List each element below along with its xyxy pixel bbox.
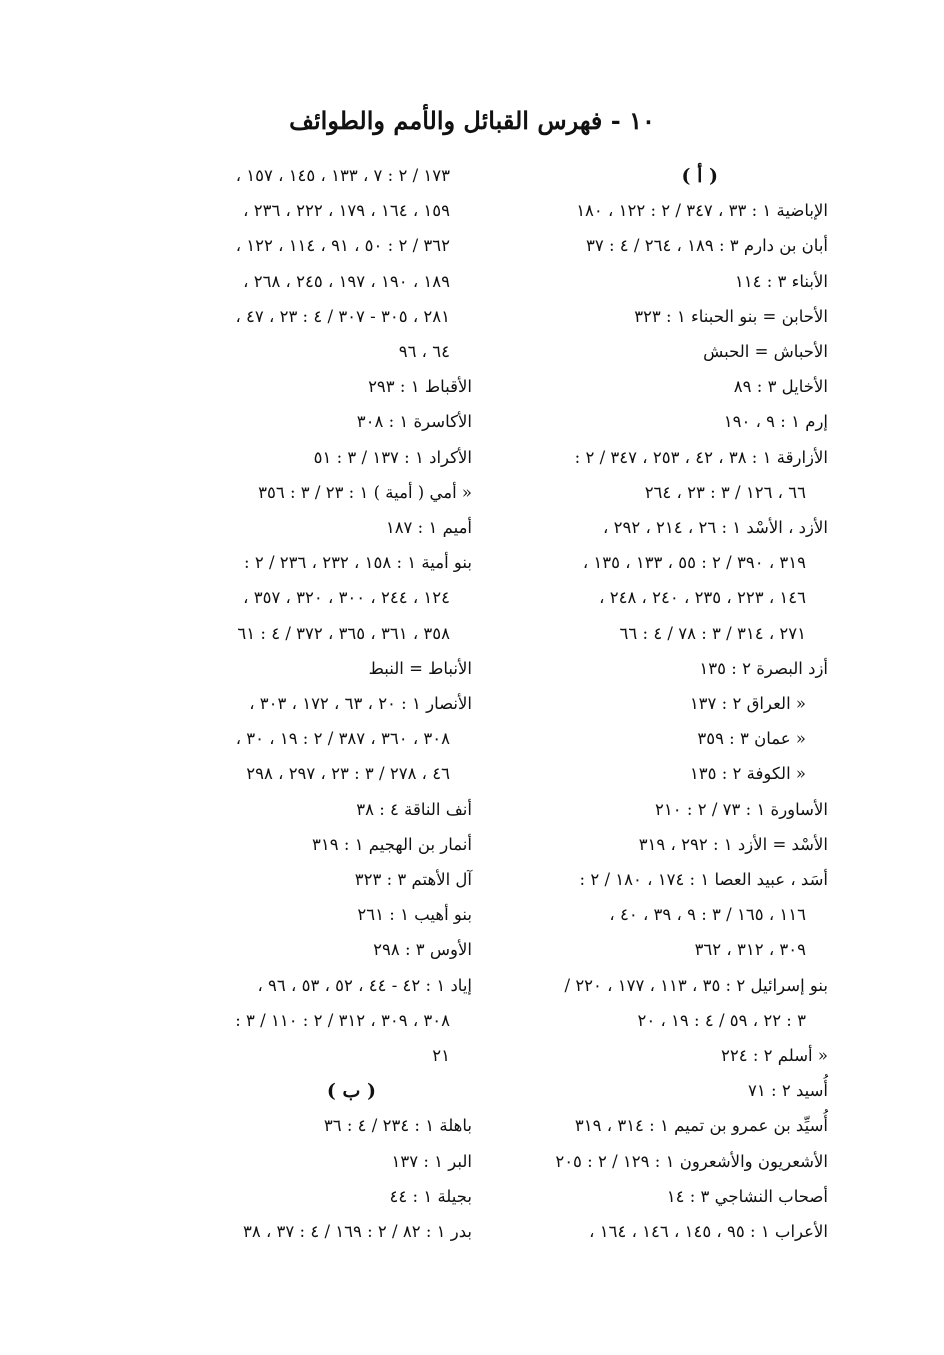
- index-entry: ٢١: [432, 1046, 450, 1065]
- index-entry: الأعراب ١ : ٩٥ ، ١٤٥ ، ١٤٦ ، ١٦٤ ،: [589, 1222, 828, 1241]
- index-entry: أُسيِّد بن عمرو بن تميم ١ : ٣١٤ ، ٣١٩: [574, 1116, 828, 1136]
- index-entry: ٣٠٨ ، ٣٠٩ ، ٣١٢ / ٢ : ١١٠ / ٣ :: [235, 1010, 450, 1030]
- index-entry: ٣٥٨ ، ٣٦١ ، ٣٦٥ ، ٣٧٢ / ٤ : ٦١: [237, 623, 450, 643]
- index-entry: بدر ١ : ٨٢ / ٢ : ١٦٩ / ٤ : ٣٧ ، ٣٨: [242, 1222, 472, 1241]
- index-entry: الأوس ٣ : ٢٩٨: [373, 940, 472, 960]
- index-entry: « الكوفة ٢ : ١٣٥: [689, 764, 806, 784]
- index-entry: « عمان ٣ : ٣٥٩: [697, 729, 806, 749]
- index-entry: ١٤٦ ، ٢٢٣ ، ٢٣٥ ، ٢٤٠ ، ٢٤٨ ،: [599, 588, 806, 608]
- index-entry: ٣٠٩ ، ٣١٢ ، ٣٦٢: [694, 940, 806, 960]
- index-entry: « العراق ٢ : ١٣٧: [689, 694, 806, 713]
- index-entry: أبان بن دارم ٣ : ١٨٩ ، ٢٦٤ / ٤ : ٣٧: [585, 236, 828, 256]
- section-letter-heading: ( ب ): [326, 1080, 376, 1103]
- index-entry: بنو إسرائيل ٢ : ٣٥ ، ١١٣ ، ١٧٧ ، ٢٢٠ /: [564, 975, 828, 995]
- index-entry: أنف الناقة ٤ : ٣٨: [356, 799, 472, 819]
- index-entry: الأقباط ١ : ٢٩٣: [368, 377, 472, 397]
- index-entry: الأشعريون والأشعرون ١ : ١٢٩ / ٢ : ٢٠٥: [555, 1151, 828, 1171]
- index-entry: الأخايل ٣ : ٨٩: [733, 377, 828, 397]
- index-entry: الأكاسرة ١ : ٣٠٨: [356, 412, 472, 432]
- page-title: ١٠ - فهرس القبائل والأمم والطوائف: [289, 106, 655, 135]
- index-entry: ٣ : ٢٢ ، ٥٩ / ٤ : ١٩ ، ٢٠: [637, 1010, 806, 1030]
- index-entry: الأحابن = بنو الحبناء ١ : ٣٢٣: [634, 306, 828, 326]
- index-entry: الأنصار ١ : ٢٠ ، ٦٣ ، ١٧٢ ، ٣٠٣ ،: [249, 694, 472, 713]
- index-entry: « أمي ( أمية ) ١ : ٢٣ / ٣ : ٣٥٦: [258, 482, 472, 502]
- index-entry: أُسيد ٢ : ٧١: [748, 1081, 828, 1101]
- index-entry: الأزد ، الأسْد ١ : ٢٦ ، ٢١٤ ، ٢٩٢ ،: [603, 518, 828, 537]
- index-entry: ١٥٩ ، ١٦٤ ، ١٧٩ ، ٢٢٢ ، ٢٣٦ ،: [243, 201, 450, 221]
- index-entry: ١١٦ ، ١٦٥ / ٣ : ٩ ، ٣٩ ، ٤٠ ،: [609, 905, 806, 925]
- index-entry: أزد البصرة ٢ : ١٣٥: [699, 658, 828, 678]
- index-entry: ١٧٣ / ٢ : ٧ ، ١٣٣ ، ١٤٥ ، ١٥٧ ،: [235, 166, 450, 185]
- index-entry: ٣٠٨ ، ٣٦٠ ، ٣٨٧ / ٢ : ١٩ ، ٣٠ ،: [235, 729, 450, 749]
- section-letter-heading: ( أ ): [681, 165, 718, 187]
- index-entry: باهلة ١ : ٢٣٤ / ٤ : ٣٦: [323, 1116, 472, 1136]
- index-entry: إياد ١ : ٤٢ - ٤٤ ، ٥٢ ، ٥٣ ، ٩٦ ،: [257, 975, 472, 995]
- index-entry: أميم ١ : ١٨٧: [385, 518, 472, 537]
- index-entry: أنمار بن الهجيم ١ : ٣١٩: [312, 834, 472, 854]
- index-entry: الأزارقة ١ : ٣٨ ، ٤٢ ، ٢٥٣ ، ٣٤٧ / ٢ :: [574, 447, 828, 467]
- index-entry: « أسلم ٢ : ٢٢٤: [721, 1046, 828, 1065]
- index-entry: أسَد ، عبيد العصا ١ : ١٧٤ ، ١٨٠ / ٢ :: [579, 870, 828, 889]
- index-entry: الأحباش = الحبش: [703, 342, 828, 361]
- index-entry: ٣١٩ ، ٣٩٠ / ٢ : ٥٥ ، ١٣٣ ، ١٣٥ ،: [582, 553, 806, 573]
- index-entry: بنو أمية ١ : ١٥٨ ، ٢٣٢ ، ٢٣٦ / ٢ :: [244, 553, 472, 573]
- index-entry: الأساورة ١ : ٧٣ / ٢ : ٢١٠: [655, 799, 828, 819]
- index-entry: ١٨٩ ، ١٩٠ ، ١٩٧ ، ٢٤٥ ، ٢٦٨ ،: [243, 271, 450, 291]
- index-entry: الأنباط = النبط: [368, 658, 472, 678]
- index-entry: ٣٦٢ / ٢ : ٥٠ ، ٩١ ، ١١٤ ، ١٢٢ ،: [235, 236, 450, 256]
- index-entry: ٤٦ ، ٢٧٨ / ٣ : ٢٣ ، ٢٩٧ ، ٢٩٨: [246, 764, 450, 784]
- index-entry: الأكراد ١ : ١٣٧ / ٣ : ٥١: [313, 447, 472, 467]
- index-entry: ٦٤ ، ٩٦: [398, 342, 450, 361]
- index-entry: إرم ١ : ٩ ، ١٩٠: [723, 412, 828, 432]
- index-entry: ٦٦ ، ١٢٦ / ٣ : ٢٣ ، ٢٦٤: [644, 482, 806, 502]
- index-entry: بجيلة ١ : ٤٤: [389, 1186, 472, 1206]
- index-entry: بنو أهيب ١ : ٢٦١: [357, 905, 472, 925]
- index-entry: ٢٨١ ، ٣٠٥ - ٣٠٧ / ٤ : ٢٣ ، ٤٧ ،: [235, 306, 450, 326]
- index-entry: ٢٧١ ، ٣١٤ / ٣ : ٧٨ / ٤ : ٦٦: [619, 623, 806, 643]
- index-entry: الأبناء ٣ : ١١٤: [734, 271, 828, 291]
- index-entry: البر ١ : ١٣٧: [391, 1151, 472, 1171]
- index-entry: ١٢٤ ، ٢٤٤ ، ٣٠٠ ، ٣٢٠ ، ٣٥٧ ،: [243, 588, 450, 608]
- index-entry: الإباضية ١ : ٣٣ ، ٣٤٧ / ٢ : ١٢٢ ، ١٨٠: [576, 201, 828, 221]
- index-entry: أصحاب النشاجي ٣ : ١٤: [666, 1186, 828, 1206]
- index-entry: الأسْد = الأزد ١ : ٢٩٢ ، ٣١٩: [638, 834, 828, 854]
- index-entry: آل الأهتم ٣ : ٣٢٣: [354, 870, 472, 889]
